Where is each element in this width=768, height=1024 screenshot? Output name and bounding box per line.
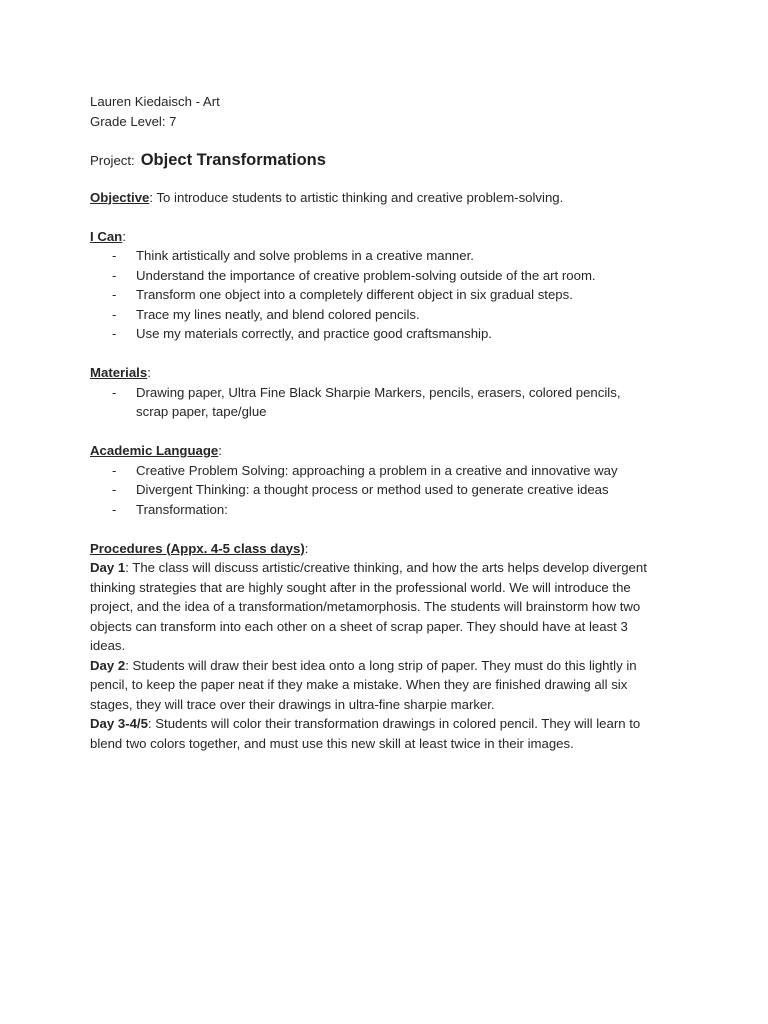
list-item-text: Creative Problem Solving: approaching a problem in a creative and innovative way: [136, 462, 618, 478]
day-1-paragraph: [90, 558, 650, 656]
dash-marker: -: [112, 287, 117, 302]
dash-marker: -: [112, 501, 117, 517]
day-label: Day 1: [90, 560, 126, 575]
list-item-text: Transform one object into a completely different object in six gradual steps.: [136, 287, 573, 302]
list-item: [90, 305, 708, 325]
day-3-paragraph: [90, 714, 650, 753]
day-label: Day 2: [90, 657, 126, 673]
i-can-colon: :: [122, 228, 126, 244]
list-item: [90, 246, 708, 266]
author-line: Lauren Kiedaisch - Art: [90, 94, 220, 109]
list-item: [90, 500, 708, 520]
spacer: [90, 519, 708, 539]
list-item: [90, 480, 708, 500]
dash-marker: -: [112, 306, 117, 322]
list-item-text: Use my materials correctly, and practice good craftsmanship.: [136, 326, 492, 341]
day-text: : Students will color their transformation drawings in colored pencil. They will learn to blend two colors together, and must use this new skill at least twice in their images.: [90, 716, 641, 751]
list-item-text: Divergent Thinking: a thought process or method used to generate creative ideas: [136, 482, 609, 497]
objective-text: : To introduce students to artistic thinking and creative problem-solving.: [149, 189, 564, 205]
i-can-label: I Can: [90, 228, 123, 244]
day-text: : Students will draw their best idea onto a long strip of paper. They must do this lightly in pencil, to keep the paper neat if they make a mistake. When they are finished drawing all six stages, they will trace over their drawings in ultra-fine sharpie marker.: [90, 657, 637, 712]
materials-label: Materials: [90, 365, 148, 380]
list-item: [90, 383, 656, 422]
dash-marker: -: [112, 326, 117, 341]
spacer: [90, 175, 708, 188]
day-2-paragraph: [90, 656, 650, 715]
project-label: Project:: [90, 153, 135, 168]
list-item-text: Drawing paper, Ultra Fine Black Sharpie Markers, pencils, erasers, colored pencils, scrap paper, tape/glue: [136, 384, 621, 419]
materials-colon: :: [147, 365, 151, 380]
materials-section: [90, 363, 708, 422]
spacer: [90, 131, 708, 145]
academic-language-heading: [90, 441, 708, 461]
objective-label: Objective: [90, 189, 150, 205]
project-title: Object Transformations: [140, 151, 326, 169]
i-can-list: [90, 246, 708, 344]
day-text: : The class will discuss artistic/creative thinking, and how the arts helps develop divergent thinking strategies that are highly sought after in the professional world. We will introduce the project, and the idea of a transformation/metamorphosis. The students will brainstorm how two objects can transform into each other on a sheet of scrap paper. They should have at least 3 ideas.: [90, 560, 647, 653]
project-line: [90, 151, 708, 171]
spacer: [90, 207, 708, 227]
procedures-section: [90, 539, 708, 754]
dash-marker: -: [112, 462, 117, 478]
spacer: [90, 422, 708, 442]
academic-language-label: Academic Language: [90, 443, 219, 458]
procedures-colon: :: [304, 540, 309, 556]
list-item: [90, 324, 708, 344]
dash-marker: -: [112, 267, 117, 283]
list-item: [90, 266, 708, 286]
academic-language-colon: :: [218, 443, 222, 458]
list-item-text: Think artistically and solve problems in a creative manner.: [136, 248, 474, 263]
dash-marker: -: [112, 384, 117, 400]
academic-language-list: [90, 461, 708, 520]
dash-marker: -: [112, 482, 117, 497]
day-label: Day 3-4/5: [90, 716, 148, 731]
dash-marker: -: [112, 248, 117, 263]
list-item: [90, 285, 708, 305]
materials-heading: [90, 363, 708, 383]
list-item-text: Understand the importance of creative problem-solving outside of the art room.: [136, 267, 596, 283]
procedures-heading: [90, 539, 708, 559]
list-item-text: Trace my lines neatly, and blend colored pencils.: [136, 306, 420, 322]
academic-language-section: [90, 441, 708, 519]
materials-list: [90, 383, 708, 422]
list-item-text: Transformation:: [136, 501, 228, 517]
procedures-label: Procedures (Appx. 4-5 class days): [90, 540, 305, 556]
list-item: [90, 461, 708, 481]
objective-line: [90, 188, 708, 208]
grade-level-line: Grade Level: 7: [90, 113, 177, 129]
spacer: [90, 344, 708, 364]
i-can-section: [90, 227, 708, 344]
i-can-heading: [90, 227, 708, 247]
